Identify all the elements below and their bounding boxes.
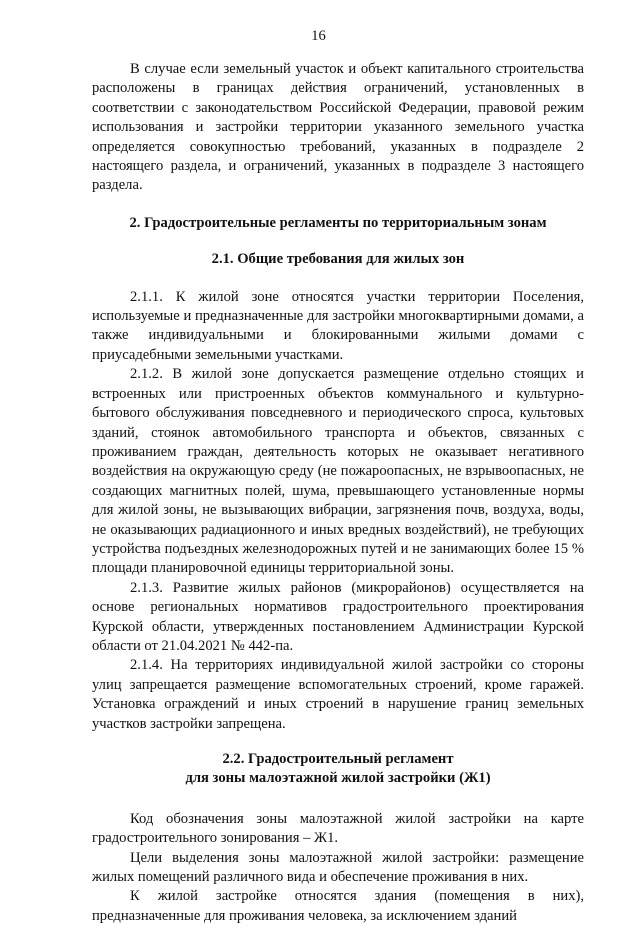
section-2-2-heading (92, 750, 584, 789)
residential-buildings-paragraph: К жилой застройке относятся здания (помещения в них), предназначенные для проживания человека, за исключением зданий (92, 888, 584, 924)
section-2-heading: 2. Градостроительные регламенты по территориальным зонам (129, 214, 547, 231)
intro-paragraph: В случае если земельный участок и объект капитального строительства расположены в границах действия ограничений, установленных в соответствии с законодательством Российской Федерации, правовой режим использования и застройки территории указанного земельного участка определяется совокупностью требований, указанных в подразделе 2 настоящего раздела, и ограничений, указанных в подразделе 3 настоящего раздела. (92, 61, 584, 194)
section-2-1-heading: 2.1. Общие требования для жилых зон (211, 251, 465, 268)
section-2-2-heading-line-2: для зоны малоэтажной жилой застройки (Ж1) (185, 770, 491, 787)
page-number: 16 (311, 28, 326, 44)
section-2-2-heading-line-1: 2.2. Градостроительный регламент (222, 751, 454, 767)
paragraph-2-1-2: 2.1.2. В жилой зоне допускается размещение отдельно стоящих и встроенных или пристроенных объектов коммунального и культурно-бытового обслуживания повседневного и периодического спроса, культовых зданий, стоянок автомобильного транспорта и объектов, связанных с проживанием граждан, деятельность которых не оказывает негативного воздействия на окружающую среду (не пожароопасных, не взрывоопасных, не создающих магнитных полей, шума, превышающего установленные нормы для жилой зоны, не вызывающих вибрации, загрязнения почв, воздуха, воды, не оказывающих радиационного и иных вредных воздействий), не требующих устройства подъездных железнодорожных путей и не занимающих более 15 % площади планировочной единицы территориальной зоны. (92, 366, 584, 577)
zone-purpose-paragraph: Цели выделения зоны малоэтажной жилой застройки: размещение жилых помещений различного вида и обеспечение проживания в них. (92, 849, 584, 886)
paragraph-2-1-3: 2.1.3. Развитие жилых районов (микрорайонов) осуществляется на основе региональных нормативов градостроительного проектирования Курской области, утвержденных постановлением Администрации Курской области от 21.04.2021 № 442-па. (92, 579, 584, 654)
document-body (92, 60, 584, 926)
paragraph-2-1-1: 2.1.1. К жилой зоне относятся участки территории Поселения, используемые и предназначенные для застройки многоквартирными домами, а также индивидуальными и блокированными жилыми домами с приусадебными земельными участками. (92, 288, 584, 363)
paragraph-2-1-4: 2.1.4. На территориях индивидуальной жилой застройки со стороны улиц запрещается размещение вспомогательных строений, кроме гаражей. Установка ограждений и иных строений в нарушение границ земельных участков застройки запрещена. (92, 657, 584, 732)
zone-code-paragraph: Код обозначения зоны малоэтажной жилой застройки на карте градостроительного зонирования – Ж1. (92, 810, 584, 847)
